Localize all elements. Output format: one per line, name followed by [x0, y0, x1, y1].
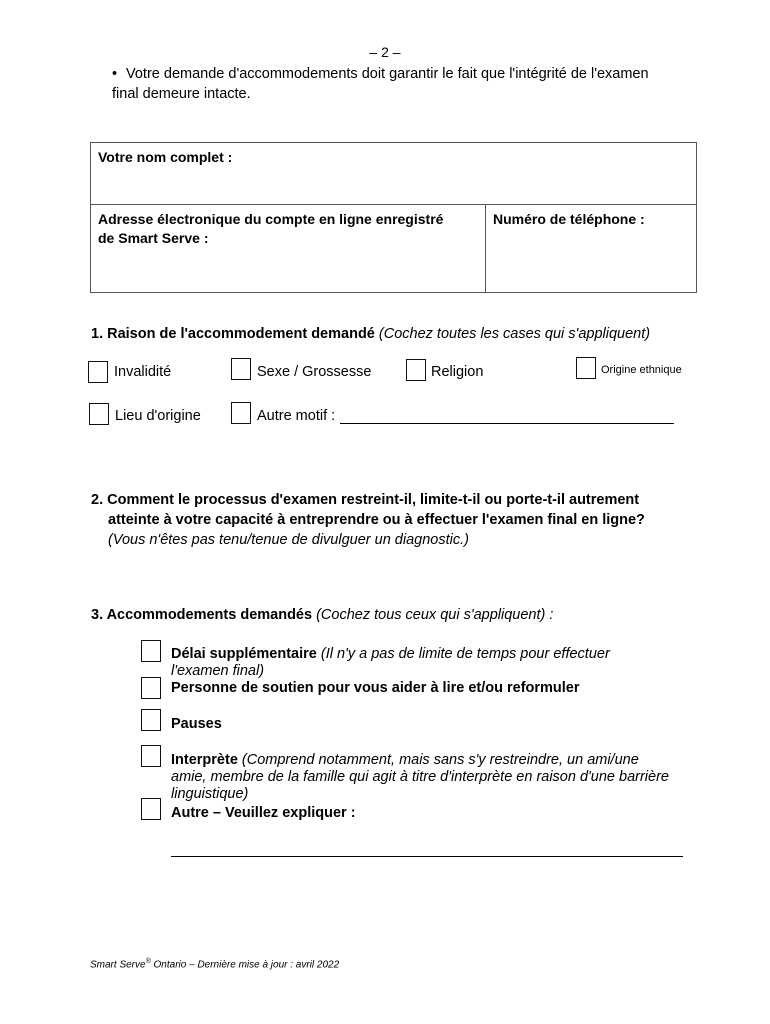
footer — [90, 958, 339, 970]
support-person-label: Personne de soutien pour vous aider à lire et/ou reformuler — [171, 680, 580, 696]
disability-label: Invalidité — [114, 364, 172, 380]
other-accommodation-label: Autre – Veuillez expliquer : — [171, 805, 356, 821]
page-number: – 2 – — [369, 44, 401, 60]
sex-pregnancy-label: Sexe / Grossesse — [257, 364, 372, 380]
email-label — [98, 210, 443, 248]
other-reason-label: Autre motif : — [257, 408, 336, 424]
extra-time-checkbox[interactable] — [141, 640, 161, 662]
breaks-checkbox[interactable] — [141, 709, 161, 731]
other-accommodation-checkbox[interactable] — [141, 798, 161, 820]
place-of-origin-label: Lieu d'origine — [115, 408, 201, 424]
support-person-text — [171, 680, 691, 697]
full-name-label: Votre nom complet : — [98, 149, 233, 165]
religion-checkbox[interactable] — [406, 359, 426, 381]
extra-time-hint-1: (Il n'y a pas de limite de temps pour effectuer — [320, 646, 610, 662]
other-reason-input-line[interactable] — [340, 406, 674, 424]
section3-title-text: 3. Accommodements demandés — [91, 607, 313, 623]
section2-line1: 2. Comment le processus d'examen restreint-il, limite-t-il ou porte-t-il autrement — [91, 492, 640, 508]
breaks-text — [171, 716, 691, 733]
extra-time-hint-2: l'examen final) — [171, 663, 265, 679]
section1-title — [91, 324, 650, 344]
phone-label: Numéro de téléphone : — [493, 211, 645, 227]
contact-form-table — [90, 142, 697, 293]
interpreter-checkbox[interactable] — [141, 745, 161, 767]
bullet-text-line1: Votre demande d'accommodements doit garantir le fait que l'intégrité de l'examen — [126, 66, 649, 82]
footer-brand: Smart Serve — [90, 959, 146, 971]
religion-label: Religion — [431, 364, 484, 380]
section3-title — [91, 605, 553, 625]
interpreter-hint-3: linguistique) — [171, 786, 249, 802]
section2-hint: (Vous n'êtes pas tenu/tenue de divulguer un diagnostic.) — [108, 532, 469, 548]
section2-question — [91, 490, 645, 550]
section1-title-text: 1. Raison de l'accommodement demandé — [91, 326, 375, 342]
extra-time-label: Délai supplémentaire — [171, 646, 317, 662]
email-label-line2: de Smart Serve : — [98, 230, 209, 246]
ethnic-origin-checkbox[interactable] — [576, 357, 596, 379]
section1-hint: (Cochez toutes les cases qui s'appliquent) — [378, 326, 651, 342]
other-reason-checkbox[interactable] — [231, 402, 251, 424]
interpreter-label: Interprète — [171, 752, 238, 768]
disability-checkbox[interactable] — [88, 361, 108, 383]
extra-time-text — [171, 646, 691, 680]
ethnic-origin-label: Origine ethnique — [601, 364, 682, 376]
full-name-field[interactable] — [91, 143, 696, 205]
place-of-origin-checkbox[interactable] — [89, 403, 109, 425]
footer-text: Ontario – Dernière mise à jour : avril 2022 — [150, 959, 340, 971]
bullet-text-line2: final demeure intacte. — [112, 86, 251, 102]
breaks-label: Pauses — [171, 716, 222, 732]
support-person-checkbox[interactable] — [141, 677, 161, 699]
phone-field[interactable] — [486, 205, 696, 292]
other-accommodation-input-line[interactable] — [171, 855, 683, 857]
footer-registered-mark: ® — [145, 958, 151, 965]
interpreter-text — [171, 752, 691, 803]
section2-line2: atteinte à votre capacité à entreprendre ou à effectuer l'examen final en ligne? — [108, 512, 645, 528]
email-field[interactable] — [91, 205, 486, 292]
other-accommodation-text — [171, 805, 691, 822]
interpreter-hint-1: (Comprend notamment, mais sans s'y restreindre, un ami/une — [241, 752, 639, 768]
bullet-note — [112, 64, 702, 104]
email-label-line1: Adresse électronique du compte en ligne enregistré — [98, 211, 444, 227]
sex-pregnancy-checkbox[interactable] — [231, 358, 251, 380]
section3-hint: (Cochez tous ceux qui s'appliquent) : — [316, 607, 554, 623]
bullet-symbol: • — [112, 66, 118, 82]
interpreter-hint-2: amie, membre de la famille qui agit à titre d'interprète en raison d'une barrière — [171, 769, 669, 785]
